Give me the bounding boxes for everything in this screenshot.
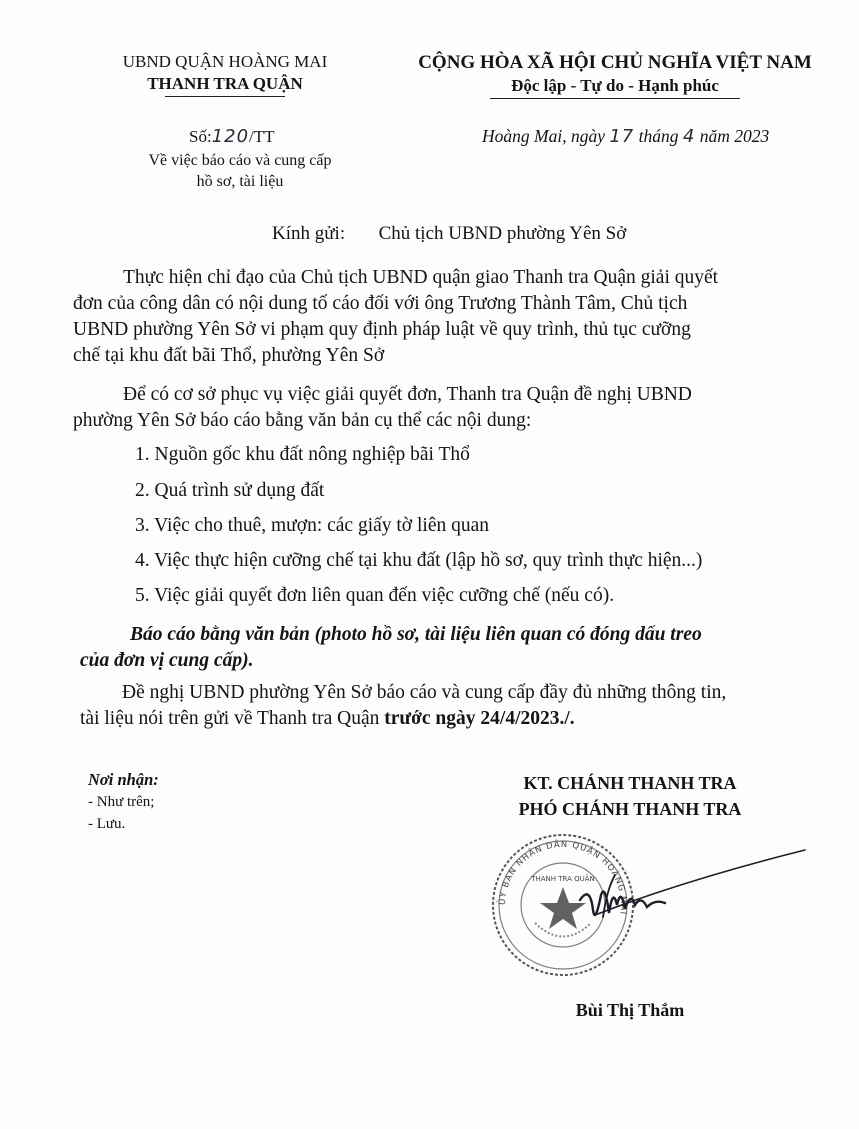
paragraph-1-line: UBND phường Yên Sở vi phạm quy định pháp luật về quy trình, thủ tục cưỡng: [73, 319, 691, 340]
recipients-block: [88, 769, 159, 835]
date-year: năm 2023: [699, 126, 770, 146]
date-day-handwritten: 17: [609, 126, 635, 147]
recipient-label: Kính gửi:: [272, 223, 346, 244]
deadline-date: trước ngày 24/4/2023./.: [384, 708, 575, 729]
recipients-title: Nơi nhận:: [88, 770, 159, 789]
recipients-item: - Lưu.: [88, 816, 126, 832]
report-note-line: của đơn vị cung cấp).: [80, 650, 254, 671]
signature-title2: PHÓ CHÁNH THANH TRA: [518, 799, 742, 819]
motto-underline: [490, 98, 740, 99]
paragraph-2-line: Để có cơ sở phục vụ việc giải quyết đơn, Thanh tra Quận đề nghị UBND: [123, 384, 692, 405]
list-item: 4. Việc thực hiện cưỡng chế tại khu đất (lập hồ sơ, quy trình thực hiện...): [135, 550, 703, 571]
official-seal-and-signature: [475, 825, 835, 980]
date-month-label: tháng: [638, 126, 679, 146]
paragraph-1-line: chế tại khu đất bãi Thổ, phường Yên Sở: [73, 345, 385, 366]
date-month-handwritten: 4: [682, 126, 696, 147]
list-item: 3. Việc cho thuê, mượn: các giấy tờ liên quan: [135, 515, 490, 536]
doc-number-suffix: /TT: [249, 127, 275, 146]
paragraph-3-line1: Đề nghị UBND phường Yên Sở báo cáo và cung cấp đầy đủ những thông tin,: [122, 682, 727, 703]
signature-block: [480, 770, 780, 822]
paragraph-3: [80, 680, 805, 732]
paragraph-1: [73, 265, 803, 369]
header-right: [395, 52, 835, 99]
seal-ring-text: ỦY BAN NHÂN DÂN QUẬN HOÀNG MAI: [497, 839, 629, 916]
doc-number-prefix: Số:: [189, 127, 212, 146]
national-title: CỘNG HÒA XÃ HỘI CHỦ NGHĨA VIỆT NAM: [418, 52, 812, 73]
paragraph-2: [73, 382, 803, 434]
doc-subject: [95, 150, 385, 192]
org-name-line2: THANH TRA QUẬN: [147, 74, 303, 93]
subject-line1: Về việc báo cáo và cung cấp: [148, 152, 332, 169]
recipient-name: Chủ tịch UBND phường Yên Sở: [378, 223, 627, 244]
paragraph-3-line2-text: tài liệu nói trên gửi về Thanh tra Quận: [80, 708, 385, 729]
recipient-line: [272, 223, 626, 245]
date-line: [482, 126, 769, 147]
list-item: 5. Việc giải quyết đơn liên quan đến việc cưỡng chế (nếu có).: [135, 585, 615, 606]
org-underline: [165, 96, 285, 97]
header-left: [80, 52, 370, 97]
paragraph-3-line2: [80, 706, 805, 732]
doc-number-handwritten: 120: [211, 126, 250, 147]
signer-name: Bùi Thị Thắm: [575, 1000, 685, 1020]
recipients-item: - Như trên;: [88, 794, 155, 810]
paragraph-2-line: phường Yên Sở báo cáo bằng văn bản cụ thể các nội dung:: [73, 410, 532, 431]
doc-number: [189, 126, 275, 147]
paragraph-1-line: Thực hiện chỉ đạo của Chủ tịch UBND quận giao Thanh tra Quận giải quyết: [123, 267, 719, 288]
signature-title1: KT. CHÁNH THANH TRA: [523, 773, 737, 793]
subject-line2: hồ sơ, tài liệu: [196, 173, 284, 190]
list-item: 2. Quá trình sử dụng đất: [135, 480, 325, 501]
report-note: [80, 622, 805, 674]
official-seal-icon: [493, 835, 633, 975]
list-item: 1. Nguồn gốc khu đất nông nghiệp bãi Thổ: [135, 444, 470, 465]
national-motto: Độc lập - Tự do - Hạnh phúc: [511, 76, 719, 95]
report-note-line: Báo cáo bằng văn bản (photo hồ sơ, tài liệu liên quan có đóng dấu treo: [130, 624, 702, 645]
date-place: Hoàng Mai, ngày: [482, 126, 605, 146]
org-name-line1: UBND QUẬN HOÀNG MAI: [122, 52, 328, 71]
seal-inner-text: THANH TRA QUẬN: [531, 875, 595, 883]
paragraph-1-line: đơn của công dân có nội dung tố cáo đối với ông Trương Thành Tâm, Chủ tịch: [73, 293, 688, 314]
